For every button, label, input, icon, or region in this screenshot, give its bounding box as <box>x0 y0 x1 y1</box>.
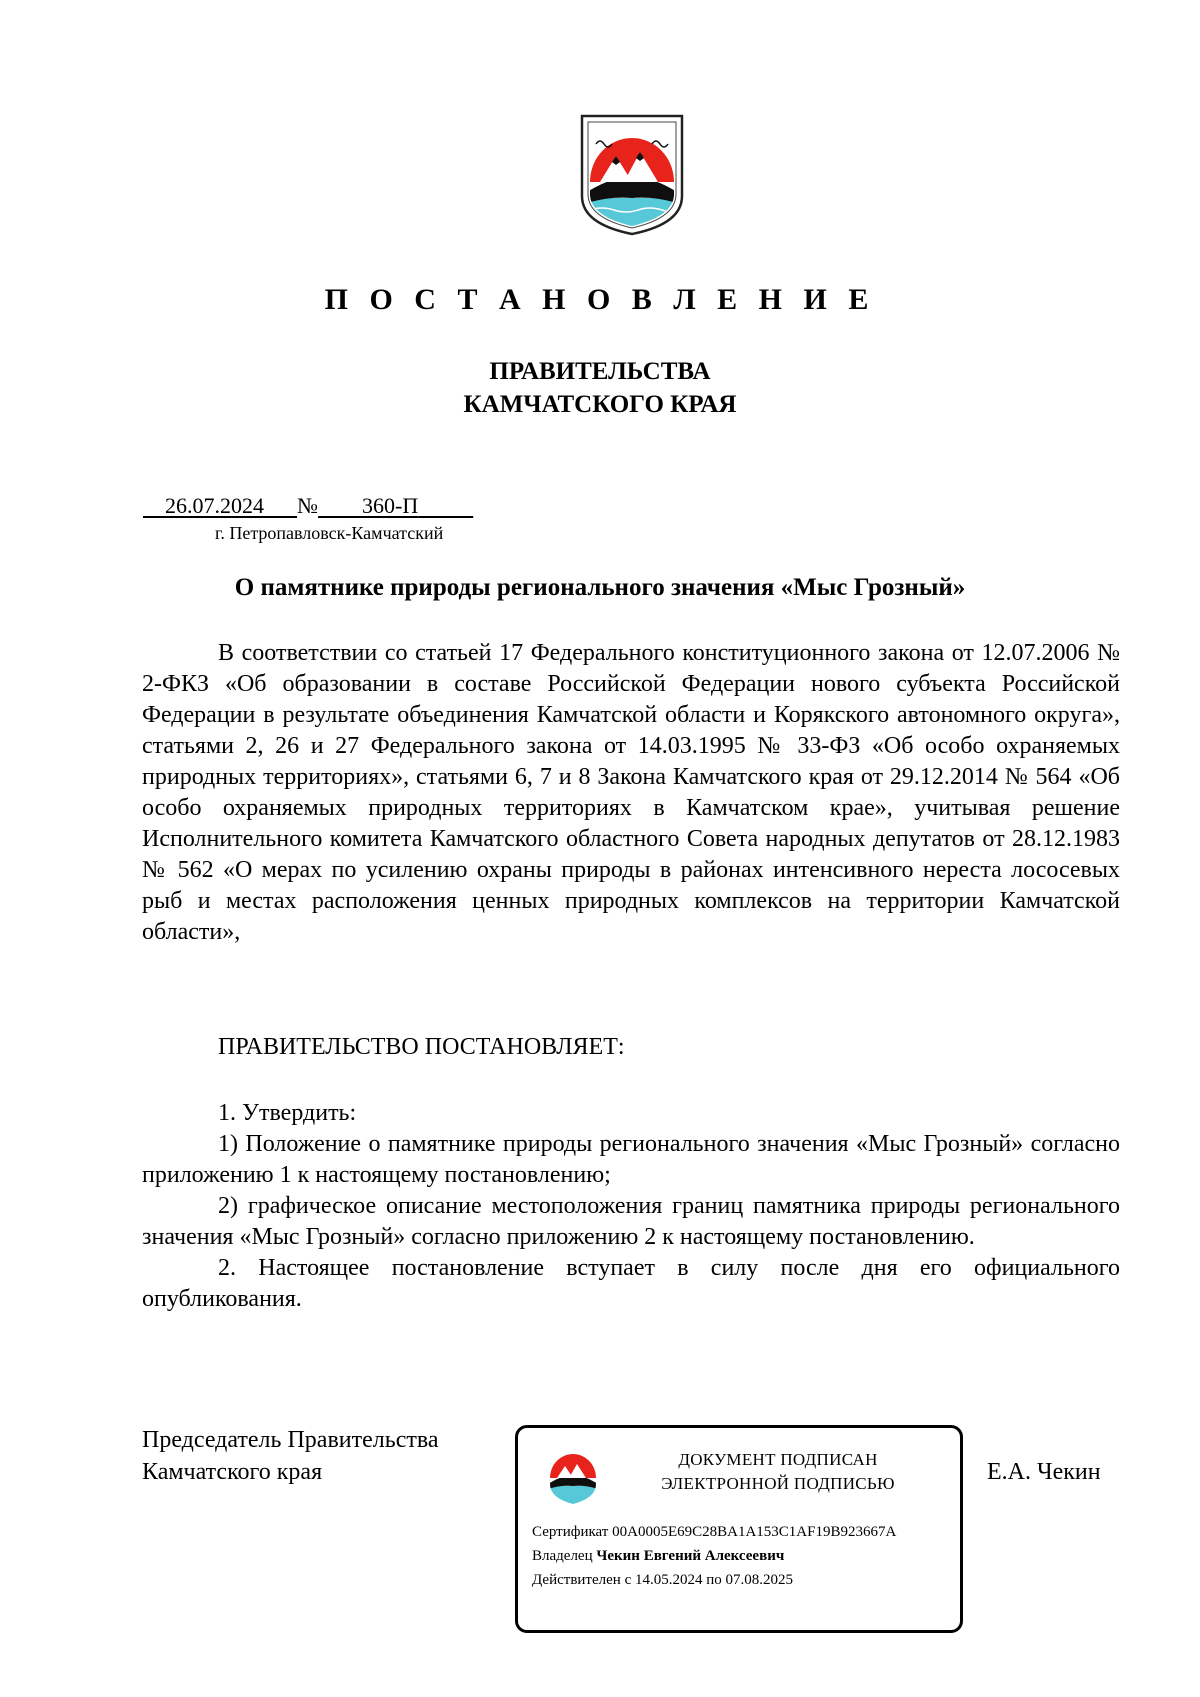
item-1-2: 2) графическое описание местоположения границ памятника природы регионального значения «Мыс Грозный» согласно приложению 2 к настоящему постановлению. <box>142 1193 1120 1250</box>
stamp-certificate-row <box>532 1522 896 1542</box>
valid-to-date: 07.08.2025 <box>725 1572 794 1588</box>
stamp-title <box>608 1448 948 1496</box>
stamp-owner-row <box>532 1546 784 1566</box>
document-date: 26.07.2024 <box>165 493 264 518</box>
preamble-paragraph <box>142 638 1120 948</box>
position-line-1: Председатель Правительства <box>142 1427 439 1453</box>
item-1-1: 1) Положение о памятнике природы регионального значения «Мыс Грозный» согласно приложению 1 к настоящему постановлению; <box>142 1131 1120 1188</box>
document-type-title: П О С Т А Н О В Л Е Н И Е <box>324 283 876 316</box>
signatory-position <box>142 1424 439 1488</box>
number-sign: № <box>297 493 318 518</box>
issuer-line-2: КАМЧАТСКОГО КРАЯ <box>463 391 737 418</box>
item-2: 2. Настоящее постановление вступает в силу после дня его официального опубликования. <box>142 1255 1120 1312</box>
valid-to-label: по <box>706 1572 722 1588</box>
resolution-items <box>142 1098 1120 1315</box>
document-city: г. Петропавловск-Камчатский <box>215 523 444 543</box>
stamp-coat-of-arms <box>548 1448 598 1506</box>
coat-of-arms <box>578 112 686 238</box>
preamble-text: В соответствии со статьей 17 Федерального конституционного закона от 12.07.2006 № 2-ФКЗ «Об образовании в составе Российской Федерации нового субъекта Российской Федерации в результате объединения Камчатской области и Корякского автономного округа», статьями 2, 26 и 27 Федерального закона от 14.03.1995 № 33-ФЗ «Об особо охраняемых природных территориях», статьями 6, 7 и 8 Закона Камчатского края от 29.12.2014 № 564 «Об особо охраняемых природных территориях в Камчатском крае», учитывая решение Исполнительного комитета Камчатского областного Совета народных депутатов от 28.12.1983 № 562 «О мерах по усилению охраны природы в районах интенсивного нереста лососевых рыб и местах расположения ценных природных комплексов на территории Камчатской области», <box>142 640 1120 945</box>
owner-value: Чекин Евгений Алексеевич <box>596 1548 785 1564</box>
validity-label: Действителен <box>532 1572 621 1588</box>
valid-from-label: с <box>624 1572 632 1588</box>
resolves-heading: ПРАВИТЕЛЬСТВО ПОСТАНОВЛЯЕТ: <box>218 1034 625 1060</box>
stamp-title-line-2: ЭЛЕКТРОННОЙ ПОДПИСЬЮ <box>661 1474 895 1493</box>
date-number-line <box>143 493 473 519</box>
certificate-label: Сертификат <box>532 1524 609 1540</box>
issuer-line-1: ПРАВИТЕЛЬСТВА <box>489 358 711 385</box>
electronic-signature-stamp <box>515 1425 963 1633</box>
document-subject: О памятнике природы регионального значения «Мыс Грозный» <box>234 574 966 601</box>
signatory-name: Е.А. Чекин <box>987 1459 1101 1485</box>
item-1: 1. Утвердить: <box>218 1100 357 1126</box>
stamp-validity-row <box>532 1570 793 1590</box>
valid-from-date: 14.05.2024 <box>634 1572 703 1588</box>
certificate-value: 00A0005E69C28BA1A153C1AF19B923667A <box>612 1524 897 1540</box>
document-number: 360-П <box>362 493 419 518</box>
stamp-title-line-1: ДОКУМЕНТ ПОДПИСАН <box>678 1450 878 1469</box>
position-line-2: Камчатского края <box>142 1459 323 1485</box>
owner-label: Владелец <box>532 1548 593 1564</box>
issuer-block <box>0 355 1200 421</box>
